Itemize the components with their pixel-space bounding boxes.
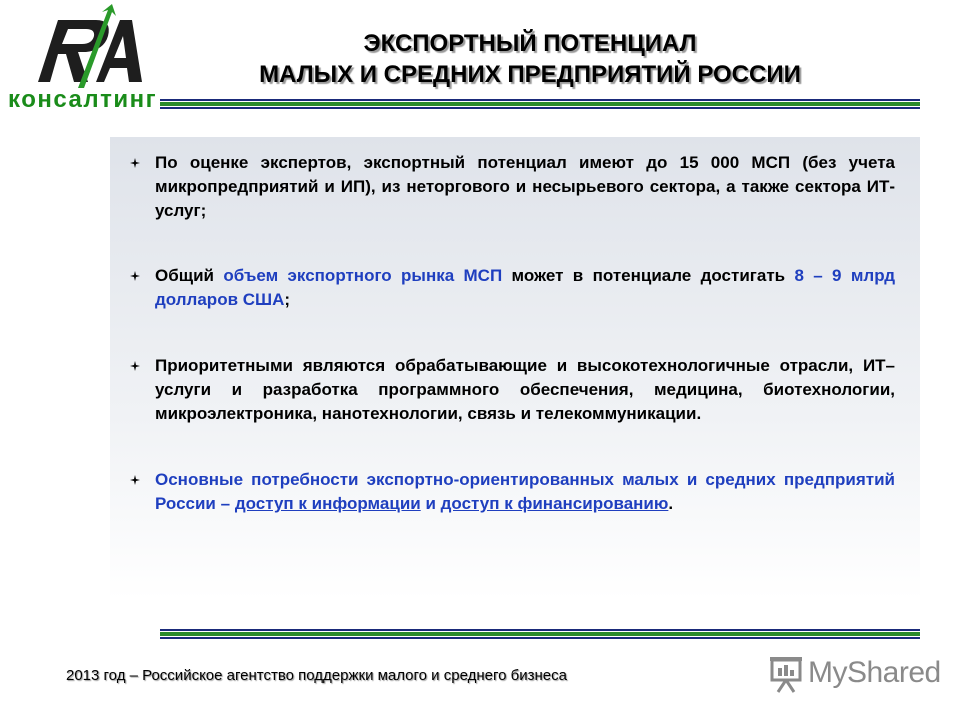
diamond-bullet-icon (130, 475, 140, 485)
diamond-bullet-icon (130, 271, 140, 281)
highlight-market-volume: объем экспортного рынка МСП (223, 266, 503, 285)
bullet-item-needs (130, 468, 895, 516)
footer-rule (160, 629, 920, 639)
bullet-text: Приоритетными являются обрабатывающие и высокотехнологичные отрасли, ИТ–услуги и разработка программного обеспечения, медицина, биотехнологии, микроэлектроника, нанотехнологии, связь и телекоммуникации. (155, 356, 895, 423)
bullet-text-part: ; (284, 290, 291, 309)
footer-text: 2013 год – Российское агентство поддержки малого и среднего бизнеса (66, 667, 567, 684)
bullet-text-part: может в потенциале достигать (511, 266, 786, 285)
highlight-amount: 8 – 9 млрд долларов США (155, 266, 895, 309)
header-rule (160, 99, 920, 109)
diamond-bullet-icon (130, 361, 140, 371)
link-access-to-information[interactable]: доступ к информации (234, 494, 421, 513)
bullet-list (130, 151, 895, 516)
bullet-text-part: и (425, 494, 436, 513)
title-line-1: ЭКСПОРТНЫЙ ПОТЕНЦИАЛ (363, 30, 697, 57)
presentation-icon (768, 654, 804, 694)
title-line-2: МАЛЫХ И СРЕДНИХ ПРЕДПРИЯТИЙ РОССИИ (259, 61, 801, 88)
link-access-to-financing[interactable]: доступ к финансированию (440, 494, 669, 513)
diamond-bullet-icon (130, 158, 140, 168)
watermark-text: MyShared (808, 656, 941, 689)
watermark (768, 652, 941, 696)
bullet-text-part: . (668, 494, 674, 513)
bullet-item-priority-sectors (130, 354, 895, 426)
content-panel (110, 137, 920, 600)
bullet-item-market-volume (130, 264, 895, 312)
bullet-item-export-potential (130, 151, 895, 223)
bullet-text: По оценке экспертов, экспортный потенциал имеют до 15 000 МСП (без учета микропредприятий и ИП), из неторгового и несырьевого сектора, а также сектора ИТ-услуг; (155, 153, 895, 220)
slide-title (180, 28, 880, 90)
bullet-text-part: Основные потребности экспортно-ориентированных малых и средних предприятий России – (155, 470, 895, 513)
bullet-text-part: Общий (155, 266, 214, 285)
logo-mark (8, 4, 168, 94)
logo-text: консалтинг (8, 86, 158, 113)
